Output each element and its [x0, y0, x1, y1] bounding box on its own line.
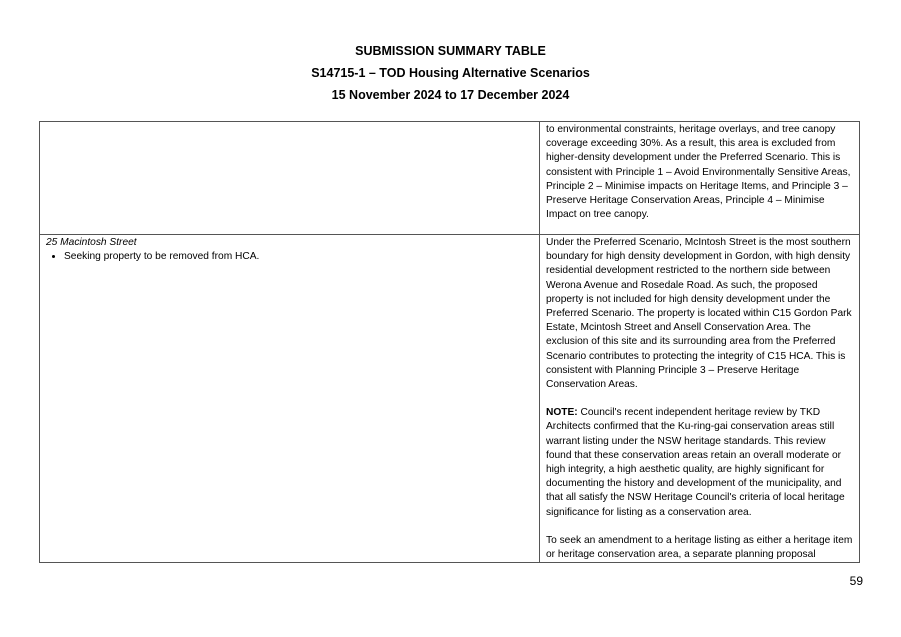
table-row [40, 235, 860, 563]
document-date-range: 15 November 2024 to 17 December 2024 [331, 88, 570, 102]
document-subtitle: S14715-1 – TOD Housing Alternative Scenarios [311, 66, 590, 80]
note-label: NOTE: [546, 407, 578, 419]
document-title: SUBMISSION SUMMARY TABLE [355, 44, 546, 58]
response-paragraph: Under the Preferred Scenario, McIntosh Street is the most southern boundary for high density development in Gordon, with high density residential development restricted to the northern side between Werona Avenue and Rosedale Road. As such, the proposed property is not included for high density development under the Preferred Scenario. The property is located within C15 Gordon Park Estate, Mcintosh Street and Ansell Conservation Area. The exclusion of this site and its surrounding area from the Preferred Scenario contributes to protecting the integrity of C15 HCA. This is consistent with Planning Principle 3 – Preserve Heritage Conservation Areas. [546, 237, 852, 391]
note-text: Council's recent independent heritage review by TKD Architects confirmed that the Ku-ring-gai conservation areas still warrant listing under the NSW heritage standards. This review found that these conservation areas retain an overall moderate or high integrity, a high aesthetic quality, are highly significant for documenting the history and development of the municipality, and that all satisfy the NSW Heritage Council's criteria of local heritage significance for listing as a conservation area. [546, 407, 845, 518]
page-number: 59 [849, 574, 863, 588]
submission-points-list [46, 250, 533, 264]
response-paragraph: to environmental constraints, heritage overlays, and tree canopy coverage exceeding 30%. As a result, this area is excluded from higher-density development under the Preferred Scenario. This is consistent with Principle 1 – Avoid Environmentally Sensitive Areas, Principle 2 – Minimise impacts on Heritage Items, and Principle 3 – Preserve Heritage Conservation Areas, Principle 4 – Minimise Impact on tree canopy. [546, 124, 851, 221]
submission-cell [40, 235, 540, 563]
submission-summary-table [39, 121, 860, 563]
closing-paragraph: To seek an amendment to a heritage listing as either a heritage item or heritage conservation area, a separate planning proposal [546, 534, 853, 561]
table-row [40, 122, 860, 235]
response-cell [540, 122, 860, 235]
note-paragraph [546, 406, 853, 520]
list-item: • Seeking property to be removed from HCA. [64, 250, 533, 264]
submitter-address: 25 Macintosh Street [46, 237, 137, 248]
submission-cell [40, 122, 540, 235]
response-cell [540, 235, 860, 563]
